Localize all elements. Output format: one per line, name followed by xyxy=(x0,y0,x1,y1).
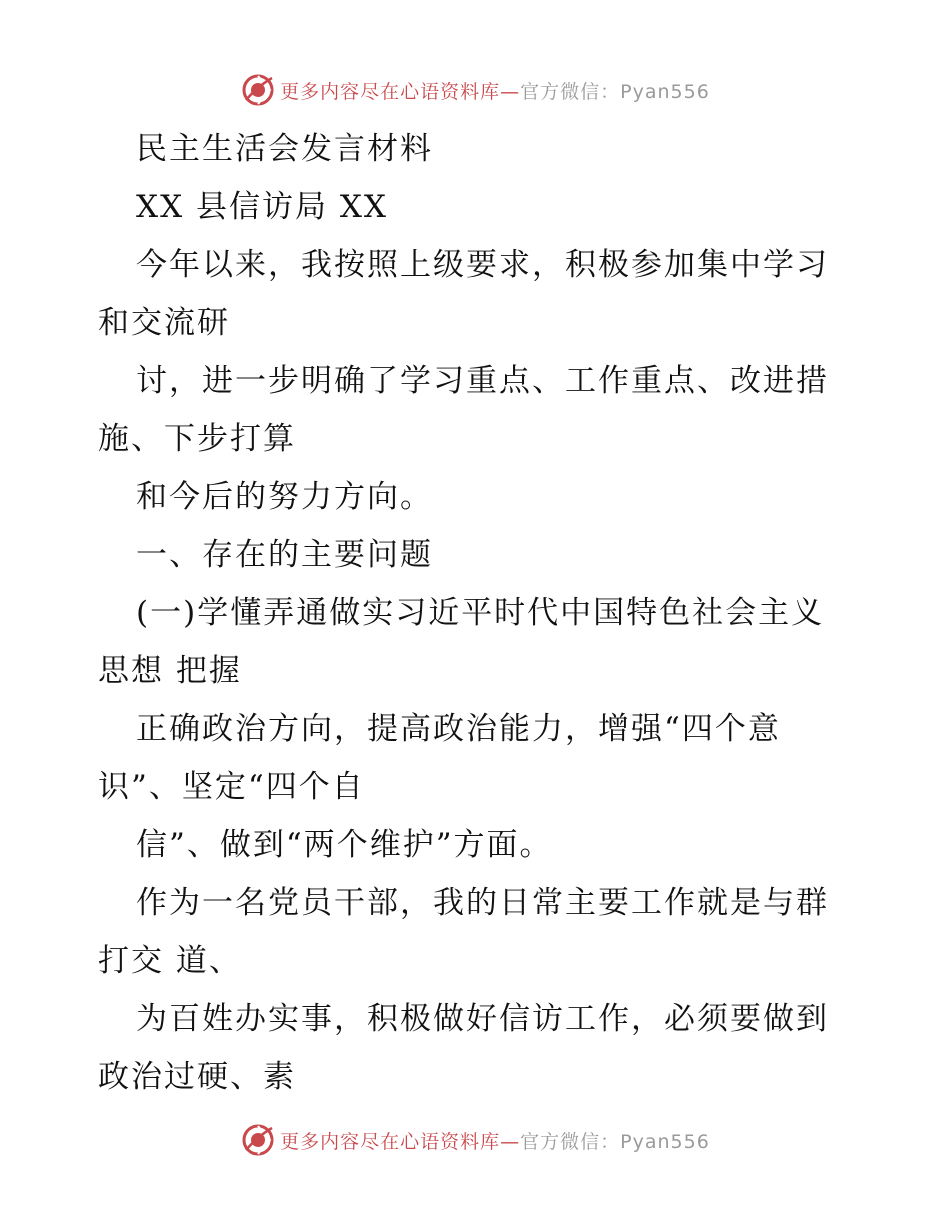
footer-watermark-banner xyxy=(0,1120,950,1160)
subsection-heading: (一)学懂弄通做实习近平时代中国特色社会主义 xyxy=(136,595,825,631)
watermark-text: 更多内容尽在心语资料库—官方微信：Pyan556 xyxy=(280,1130,710,1153)
author-line: XX 县信访局 XX xyxy=(136,189,388,225)
paragraph-line: 识”、坚定“四个自 xyxy=(98,769,365,805)
paragraph-line: 政治过硬、素 xyxy=(98,1059,296,1095)
wechat-id: 官方微信：Pyan556 xyxy=(520,80,710,103)
logo-icon xyxy=(240,1122,276,1158)
paragraph-line: 思想 把握 xyxy=(98,653,242,689)
section-heading: 一、存在的主要问题 xyxy=(136,537,433,573)
paragraph-line: 打交 道、 xyxy=(98,943,242,979)
paragraph-line: 作为一名党员干部，我的日常主要工作就是与群 xyxy=(136,885,829,921)
paragraph-line: 为百姓办实事，积极做好信访工作，必须要做到 xyxy=(136,1001,829,1037)
paragraph-line: 和交流研 xyxy=(98,305,230,341)
document-title: 民主生活会发言材料 xyxy=(136,131,433,167)
paragraph-line: 今年以来，我按照上级要求，积极参加集中学习 xyxy=(136,247,829,283)
header-watermark-banner xyxy=(0,70,950,110)
watermark-text: 更多内容尽在心语资料库—官方微信：Pyan556 xyxy=(280,80,710,103)
wechat-id: 官方微信：Pyan556 xyxy=(520,1130,710,1153)
paragraph-line: 信”、做到“两个维护”方面。 xyxy=(136,827,553,863)
paragraph-line: 施、下步打算 xyxy=(98,421,296,457)
paragraph-line: 正确政治方向，提高政治能力，增强“四个意 xyxy=(136,711,781,747)
paragraph-line: 讨，进一步明确了学习重点、工作重点、改进措 xyxy=(136,363,829,399)
paragraph-line: 和今后的努力方向。 xyxy=(136,479,433,515)
logo-icon xyxy=(240,72,276,108)
